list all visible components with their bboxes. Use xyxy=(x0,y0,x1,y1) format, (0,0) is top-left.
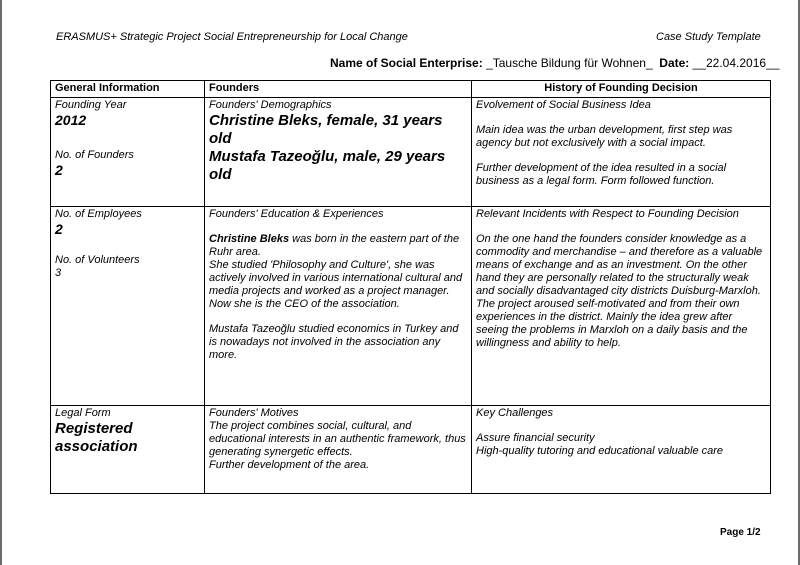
demographics-label: Founders' Demographics xyxy=(209,99,332,111)
founder-2: Mustafa Tazeoğlu, male, 29 years old xyxy=(209,148,446,183)
founder-name: Christine Bleks xyxy=(209,233,290,245)
education-paragraph-1-text: was born in the eastern part of the Ruhr area. xyxy=(209,233,460,258)
motives-cell xyxy=(205,406,472,494)
table-row xyxy=(51,98,771,207)
evolvement-label: Evolvement of Social Business Idea xyxy=(476,99,651,111)
education-paragraph-1 xyxy=(209,233,467,259)
table-row xyxy=(51,406,771,494)
legal-form-value: Registered association xyxy=(55,420,138,455)
header-founders: Founders xyxy=(205,81,472,98)
volunteers-value: 3 xyxy=(55,267,62,279)
enterprise-name-value: _Tausche Bildung für Wohnen_ xyxy=(486,56,653,70)
enterprise-name-label: Name of Social Enterprise: xyxy=(330,56,483,70)
template-label: Case Study Template xyxy=(656,31,761,43)
evolvement-paragraph-2: Further development of the idea resulted in a social business as a legal form. Form followed function. xyxy=(476,162,727,187)
case-study-table xyxy=(50,80,771,494)
founder-1: Christine Bleks, female, 31 years old xyxy=(209,112,443,147)
motives-label: Founders' Motives xyxy=(209,407,299,419)
employees-value: 2 xyxy=(55,221,63,237)
volunteers-label: No. of Volunteers xyxy=(55,254,140,266)
challenges-label: Key Challenges xyxy=(476,407,554,419)
table-row xyxy=(51,207,771,406)
challenge-2: High-quality tutoring and educational valuable care xyxy=(476,445,724,457)
date-label: Date: xyxy=(659,56,690,70)
enterprise-name-line xyxy=(330,56,779,70)
education-paragraph-2: She studied 'Philosophy and Culture', she was actively involved in various international cultural and media projects and worked as a project manager. xyxy=(209,259,463,297)
num-founders-value: 2 xyxy=(55,162,63,178)
date-value: __22.04.2016__ xyxy=(692,56,780,70)
employees-label: No. of Employees xyxy=(55,208,142,220)
page-number: Page 1/2 xyxy=(720,527,761,538)
legal-form-cell xyxy=(51,406,205,494)
incidents-label: Relevant Incidents with Respect to Founding Decision xyxy=(476,208,739,220)
challenge-1: Assure financial security xyxy=(476,432,595,444)
header-general-information: General Information xyxy=(51,81,205,98)
motives-text: The project combines social, cultural, and educational interests in an authentic framework, thus generating synergetic effects. xyxy=(209,420,466,458)
education-paragraph-3: Now she is the CEO of the association. xyxy=(209,298,400,310)
legal-form-label: Legal Form xyxy=(55,407,111,419)
challenges-cell xyxy=(472,406,771,494)
education-paragraph-4: Mustafa Tazeoğlu studied economics in Turkey and is nowadays not involved in the association any more. xyxy=(209,323,459,361)
incidents-cell xyxy=(472,207,771,406)
num-founders-label: No. of Founders xyxy=(55,149,134,161)
evolvement-paragraph-1: Main idea was the urban development, first step was agency but not exclusively with a social impact. xyxy=(476,124,733,149)
incidents-text: On the one hand the founders consider knowledge as a commodity and merchandise – and therefore as a valuable means of exchange and as an investment. On the other hand they are personally related to the structurally weak and socially disadvantaged city districts Duisburg-Marxloh. The project aroused self-motivated and from their own experiences in the district. Mainly the idea grew after seeing the problems in Marxloh on a daily basis and the willingness and ability to help. xyxy=(476,233,763,349)
page-left-edge xyxy=(0,0,2,565)
education-cell xyxy=(205,207,472,406)
project-title: ERASMUS+ Strategic Project Social Entrepreneurship for Local Change xyxy=(56,31,408,43)
founding-year-label: Founding Year xyxy=(55,99,127,111)
table-header-row xyxy=(51,81,771,98)
evolvement-cell xyxy=(472,98,771,207)
general-info-cell xyxy=(51,98,205,207)
staff-cell xyxy=(51,207,205,406)
education-label: Founders' Education & Experiences xyxy=(209,208,384,220)
founders-demographics-cell xyxy=(205,98,472,207)
motives-text-2: Further development of the area. xyxy=(209,459,370,471)
founding-year-value: 2012 xyxy=(55,112,87,128)
header-history: History of Founding Decision xyxy=(472,81,771,98)
